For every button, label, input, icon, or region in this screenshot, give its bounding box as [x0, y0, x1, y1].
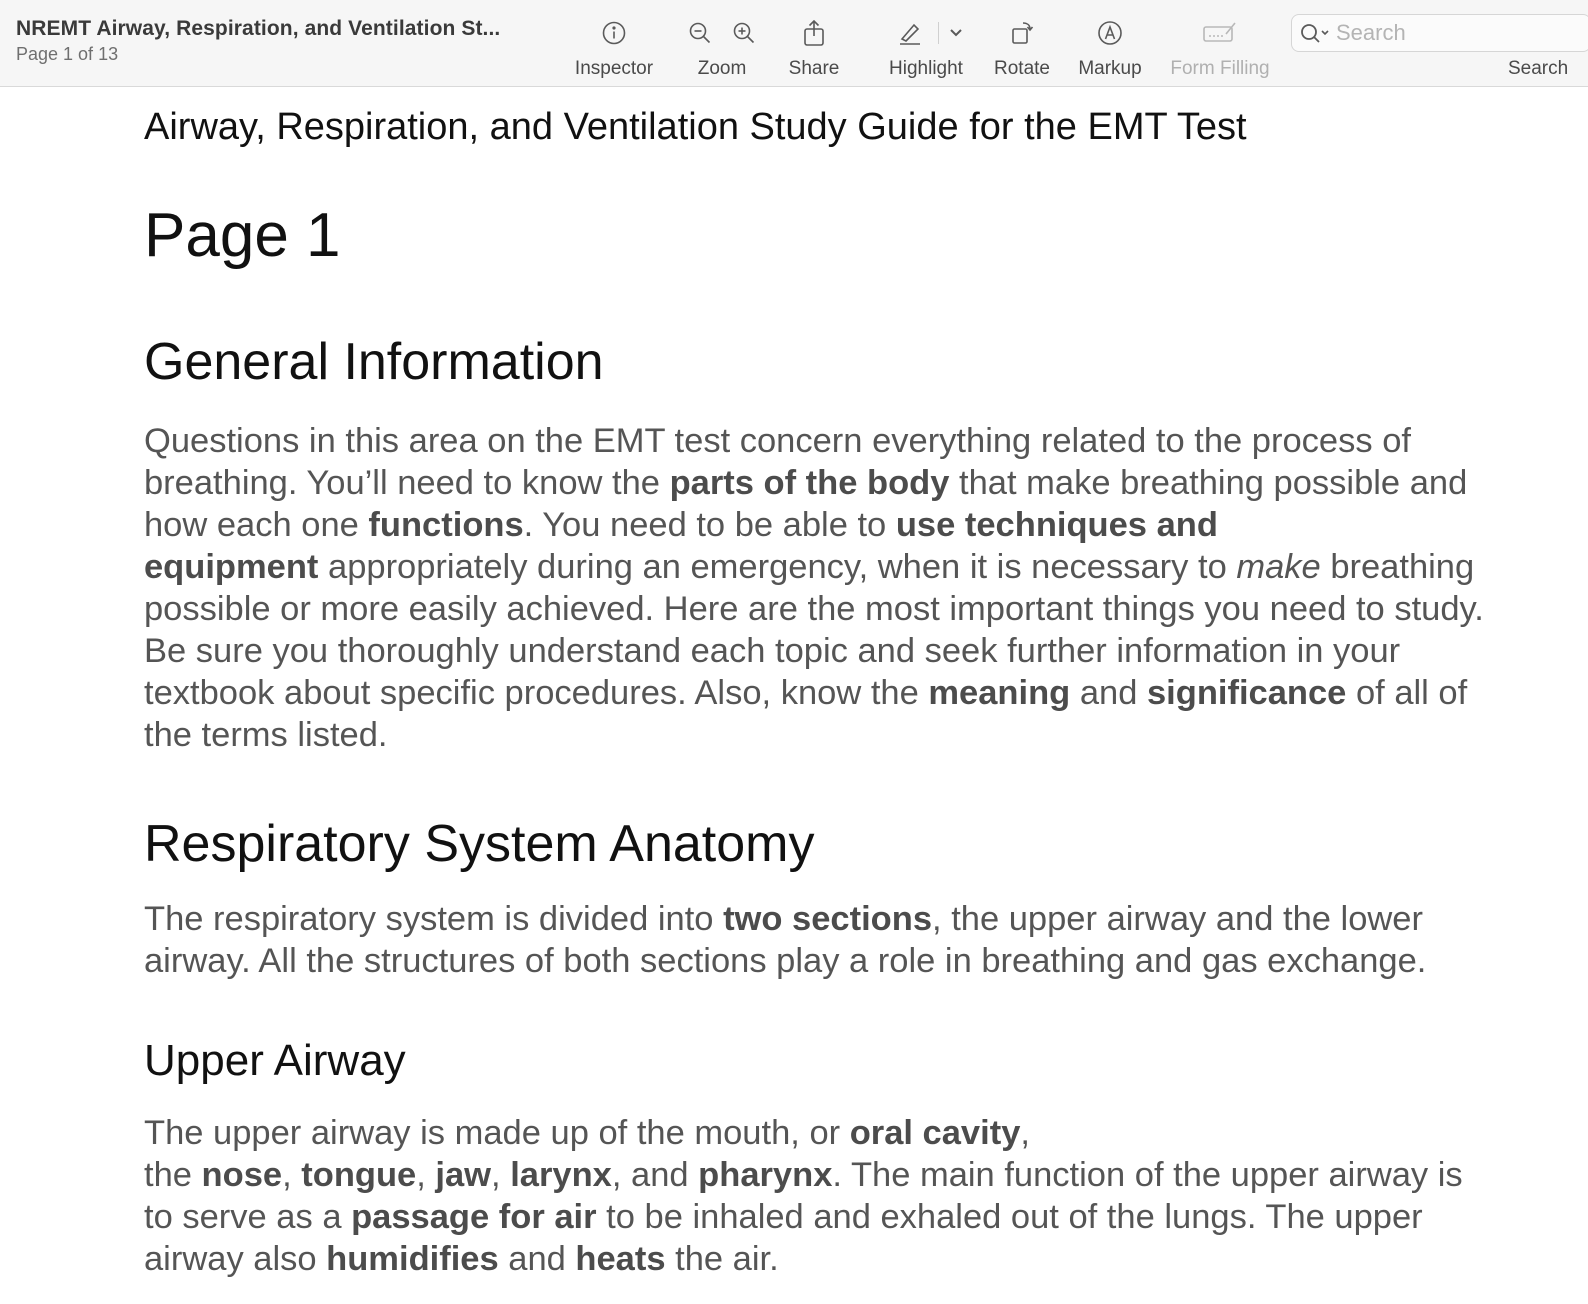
search-input[interactable] [1336, 19, 1576, 47]
search-field[interactable] [1291, 14, 1588, 52]
zoom-in-icon[interactable] [732, 21, 756, 45]
page-indicator: Page 1 of 13 [16, 44, 119, 64]
highlight-button[interactable] [888, 16, 932, 50]
zoom-label: Zoom [697, 58, 747, 79]
section-heading-general: General Information [144, 333, 604, 391]
toolbar [0, 0, 1588, 87]
section-heading-anatomy: Respiratory System Anatomy [144, 815, 815, 873]
zoom-control [684, 16, 760, 79]
document-header: Airway, Respiration, and Ventilation Study Guide for the EMT Test [144, 106, 1247, 148]
rotate-icon [994, 16, 1050, 50]
zoom-out-icon[interactable] [688, 21, 712, 45]
inspector-button[interactable] [574, 16, 654, 79]
share-button[interactable] [784, 16, 844, 79]
form-filling-icon [1180, 16, 1260, 50]
search-icon [1300, 23, 1334, 45]
paragraph-general: Questions in this area on the EMT test concern everything related to the process of breathing. You’ll need to know the parts of the body that make breathing possible and how each one functions. You need to be able to use techniques and equipment appropriately during an emergency, when it is necessary to make breathing possible or more easily achieved. Here are the most important things you need to study. Be sure you thoroughly understand each topic and seek further information in your textbook about specific procedures. Also, know the meaning and significance of all of the terms listed. [144, 422, 1484, 754]
highlight-label: Highlight [889, 58, 963, 79]
inspector-label: Inspector [574, 58, 654, 79]
subsection-heading-upper-airway: Upper Airway [144, 1036, 406, 1085]
highlighter-icon [888, 16, 932, 50]
markup-label: Markup [1078, 58, 1142, 79]
paragraph-upper-airway: The upper airway is made up of the mouth, or oral cavity, the nose, tongue, jaw, larynx, and pharynx. The main function of the upper airway is to serve as a passage for air to be inhaled and exhaled out of the lungs. The upper airway also humidifies and heats the air. [144, 1114, 1463, 1278]
rotate-label: Rotate [994, 58, 1050, 79]
info-icon [574, 16, 654, 50]
paragraph-anatomy: The respiratory system is divided into two sections, the upper airway and the lower airway. All the structures of both sections play a role in breathing and gas exchange. [144, 900, 1427, 980]
share-label: Share [788, 58, 840, 79]
search-label: Search [1508, 58, 1569, 79]
chevron-down-icon [944, 16, 968, 50]
document-title: NREMT Airway, Respiration, and Ventilation St... [16, 17, 501, 40]
rotate-button[interactable] [994, 16, 1050, 79]
page-heading: Page 1 [144, 201, 341, 270]
markup-icon [1080, 16, 1140, 50]
form-filling-button[interactable] [1170, 16, 1270, 79]
highlight-options-button[interactable] [944, 16, 968, 50]
form-filling-label: Form Filling [1170, 58, 1270, 79]
toolbar-divider [938, 22, 939, 44]
share-icon [784, 16, 844, 50]
markup-button[interactable] [1078, 16, 1142, 79]
